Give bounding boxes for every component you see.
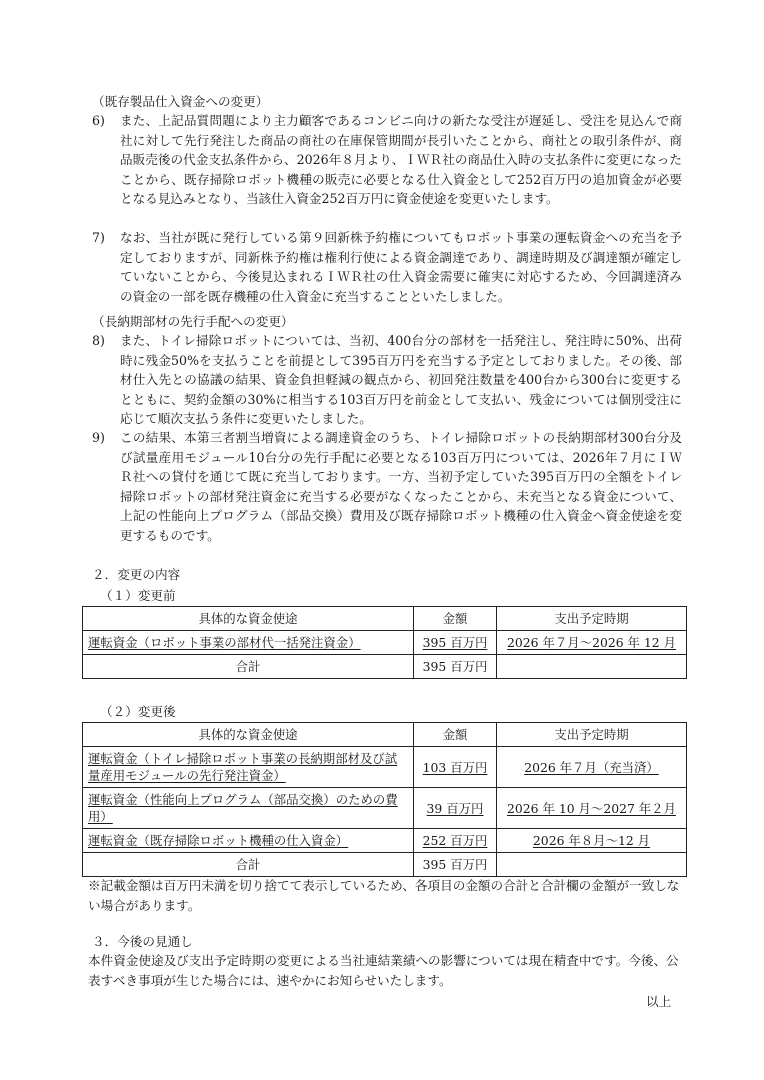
header-purpose: 具体的な資金使途 bbox=[83, 723, 414, 747]
list-item-6 bbox=[92, 111, 682, 209]
table-after bbox=[82, 722, 687, 877]
item-number: 9) bbox=[92, 430, 105, 445]
amount-text: 395 百万円 bbox=[422, 635, 488, 650]
header-amount: 金額 bbox=[414, 607, 497, 631]
cell-purpose bbox=[83, 747, 414, 788]
item-text: また、上記品質問題により主力顧客であるコンビニ向けの新たな受注が遅延し、受注を見込んで商社に対して先行発注した商品の商社の在庫保管期間が長引いたことから、商社との取引条件が、商品販売後の代金支払条件から、2026年８月より、ＩＷＲ社の商品仕入時の支払条件に変更になったことから、既存掃除ロボット機種の販売に必要となる仕入資金として252百万円の追加資金が必要となる見込みとなり、当該仕入資金252百万円に資金使途を変更いたします。 bbox=[120, 113, 682, 207]
period-text: 2026 年 10 月～2027 年２月 bbox=[507, 800, 676, 816]
section-label-existing-product: （既存製品仕入資金への変更） bbox=[92, 94, 269, 109]
closing-mark: 以上 bbox=[646, 994, 672, 1009]
section-label-long-lead-parts: （長納期部材の先行手配への変更） bbox=[92, 314, 294, 329]
cell-amount bbox=[414, 631, 497, 655]
period-text: 2026 年７月（充当済） bbox=[524, 759, 659, 775]
amount-rounding-note: ※記載金額は百万円未満を切り捨てて表示しているため、各項目の金額の合計と合計欄の金額が一致しない場合があります。 bbox=[88, 878, 680, 913]
header-amount: 金額 bbox=[414, 723, 497, 747]
table-row bbox=[83, 788, 687, 829]
item-number: 7) bbox=[92, 230, 105, 245]
amount-text: 252 百万円 bbox=[422, 833, 488, 848]
header-purpose: 具体的な資金使途 bbox=[83, 607, 414, 631]
list-item-9 bbox=[92, 428, 682, 546]
item-number: 6) bbox=[92, 113, 105, 128]
list-item-8 bbox=[92, 331, 682, 429]
cell-period bbox=[497, 829, 687, 853]
item-text: なお、当社が既に発行している第９回新株予約権についてもロボット事業の運転資金への充当を予定しておりますが、同新株予約権は権利行使による資金調達であり、調達時期及び調達額が確定していないことから、今後見込まれるＩＷＲ社の仕入資金需要に確実に対応するため、今回調達済みの資金の一部を既存機種の仕入資金に充当することといたしました。 bbox=[120, 230, 682, 304]
cell-purpose bbox=[83, 631, 414, 655]
total-amount: 395 百万円 bbox=[414, 655, 497, 679]
purpose-text: 運転資金（性能向上プログラム（部品交換）のための費用） bbox=[88, 792, 398, 824]
list-item-7 bbox=[92, 228, 682, 306]
heading-change-details: ２．変更の内容 bbox=[92, 567, 181, 582]
cell-period bbox=[497, 747, 687, 788]
total-label: 合計 bbox=[83, 655, 414, 679]
purpose-text: 運転資金（ロボット事業の部材代一括発注資金） bbox=[88, 635, 361, 650]
total-period-empty bbox=[497, 853, 687, 877]
header-period: 支出予定時期 bbox=[497, 723, 687, 747]
purpose-text: 運転資金（既存掃除ロボット機種の仕入資金） bbox=[88, 833, 349, 848]
item-text: この結果、本第三者割当増資による調達資金のうち、トイレ掃除ロボットの長納期部材300台分及び試量産用モジュール10台分の先行手配に必要となる103百万円については、2026年７月にＩＷＲ社への貸付を通じて既に充当しております。一方、当初予定していた395百万円の全額をトイレ掃除ロボットの部材発注資金に充当する必要がなくなったことから、未充当となる資金について、上記の性能向上プログラム（部品交換）費用及び既存掃除ロボット機種の仕入資金へ資金使途を変更するものです。 bbox=[120, 430, 682, 543]
table-row bbox=[83, 747, 687, 788]
cell-period bbox=[497, 788, 687, 829]
cell-amount bbox=[414, 747, 497, 788]
table-row bbox=[83, 829, 687, 853]
cell-purpose bbox=[83, 829, 414, 853]
table-total-row bbox=[83, 655, 687, 679]
heading-outlook: ３．今後の見通し bbox=[92, 934, 193, 949]
table-header-row bbox=[83, 607, 687, 631]
outlook-text: 本件資金使途及び支出予定時期の変更による当社連結業績への影響については現在精査中です。今後、公表すべき事項が生じた場合には、速やかにお知らせいたします。 bbox=[88, 953, 679, 988]
amount-text: 39 百万円 bbox=[426, 800, 484, 816]
header-period: 支出予定時期 bbox=[497, 607, 687, 631]
total-period-empty bbox=[497, 655, 687, 679]
amount-text: 103 百万円 bbox=[422, 759, 488, 775]
subheading-before: （１）変更前 bbox=[100, 588, 176, 603]
total-amount: 395 百万円 bbox=[414, 853, 497, 877]
item-text: また、トイレ掃除ロボットについては、当初、400台分の部材を一括発注し、発注時に50%、出荷時に残金50%を支払うことを前提として395百万円を充当する予定としておりました。その後、部材仕入先との協議の結果、資金負担軽減の観点から、初回発注数量を400台から300台に変更するとともに、契約金額の30%に相当する103百万円を前金として支払い、残金については個別受注に応じて順次支払う条件に変更いたしました。 bbox=[120, 333, 682, 427]
period-text: 2026 年８月～12 月 bbox=[532, 833, 651, 848]
table-before bbox=[82, 606, 687, 679]
cell-amount bbox=[414, 829, 497, 853]
cell-purpose bbox=[83, 788, 414, 829]
total-label: 合計 bbox=[83, 853, 414, 877]
period-text: 2026 年７月～2026 年 12 月 bbox=[507, 635, 676, 650]
item-number: 8) bbox=[92, 333, 105, 348]
table-total-row bbox=[83, 853, 687, 877]
purpose-text: 運転資金（トイレ掃除ロボット事業の長納期部材及び試量産用モジュールの先行発注資金） bbox=[88, 751, 398, 783]
table-row bbox=[83, 631, 687, 655]
cell-amount bbox=[414, 788, 497, 829]
table-header-row bbox=[83, 723, 687, 747]
cell-period bbox=[497, 631, 687, 655]
subheading-after: （２）変更後 bbox=[100, 704, 176, 719]
